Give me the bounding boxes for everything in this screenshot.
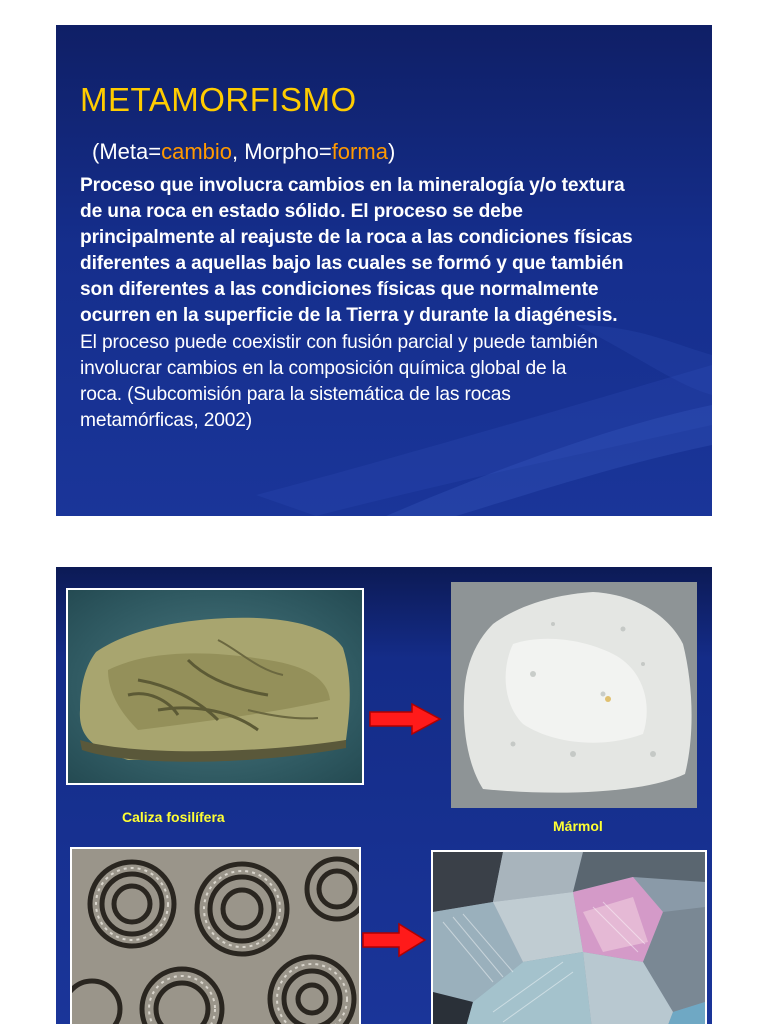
caption-marmol: Mármol bbox=[553, 818, 603, 834]
definition-line: El proceso puede coexistir con fusión parcial y puede también bbox=[80, 331, 598, 353]
definition-paragraph bbox=[80, 173, 692, 434]
definition-line: roca. (Subcomisión para la sistemática de las rocas bbox=[80, 383, 511, 405]
definition-line: principalmente al reajuste de la roca a las condiciones físicas bbox=[80, 227, 633, 249]
slide-title: METAMORFISMO bbox=[80, 81, 357, 118]
caption-caliza-fosilifera: Caliza fosilífera bbox=[122, 809, 225, 825]
subtitle-part-open: (Meta= bbox=[92, 139, 162, 164]
marble-thin-section-photo bbox=[431, 850, 707, 1024]
definition-line: Proceso que involucra cambios en la mineralogía y/o textura bbox=[80, 175, 625, 196]
subtitle-part-close: ) bbox=[387, 139, 396, 164]
definition-line: diferentes a aquellas bajo las cuales se formó y que también bbox=[80, 253, 624, 275]
definition-line: involucrar cambios en la composición química global de la bbox=[80, 357, 567, 379]
definition-line: metamórficas, 2002) bbox=[80, 409, 253, 431]
marble-photo bbox=[451, 582, 697, 808]
definition-line: de una roca en estado sólido. El proceso se debe bbox=[80, 201, 523, 223]
subtitle-part-middle: , Morpho= bbox=[232, 139, 332, 164]
fossiliferous-limestone-photo bbox=[66, 588, 364, 785]
subtitle-highlight-cambio: cambio bbox=[161, 139, 233, 164]
subtitle-highlight-forma: forma bbox=[331, 139, 388, 164]
slide-subtitle bbox=[92, 139, 395, 165]
definition-line: son diferentes a las condiciones físicas que normalmente bbox=[80, 279, 599, 301]
definition-line: ocurren en la superficie de la Tierra y durante la diagénesis. bbox=[80, 305, 618, 327]
slide-metamorfismo bbox=[56, 25, 712, 516]
slide-transformation-examples bbox=[56, 567, 712, 1024]
fossil-microscope-photo bbox=[70, 847, 361, 1024]
arrow-right-icon bbox=[368, 702, 442, 736]
arrow-right-icon bbox=[361, 922, 427, 958]
